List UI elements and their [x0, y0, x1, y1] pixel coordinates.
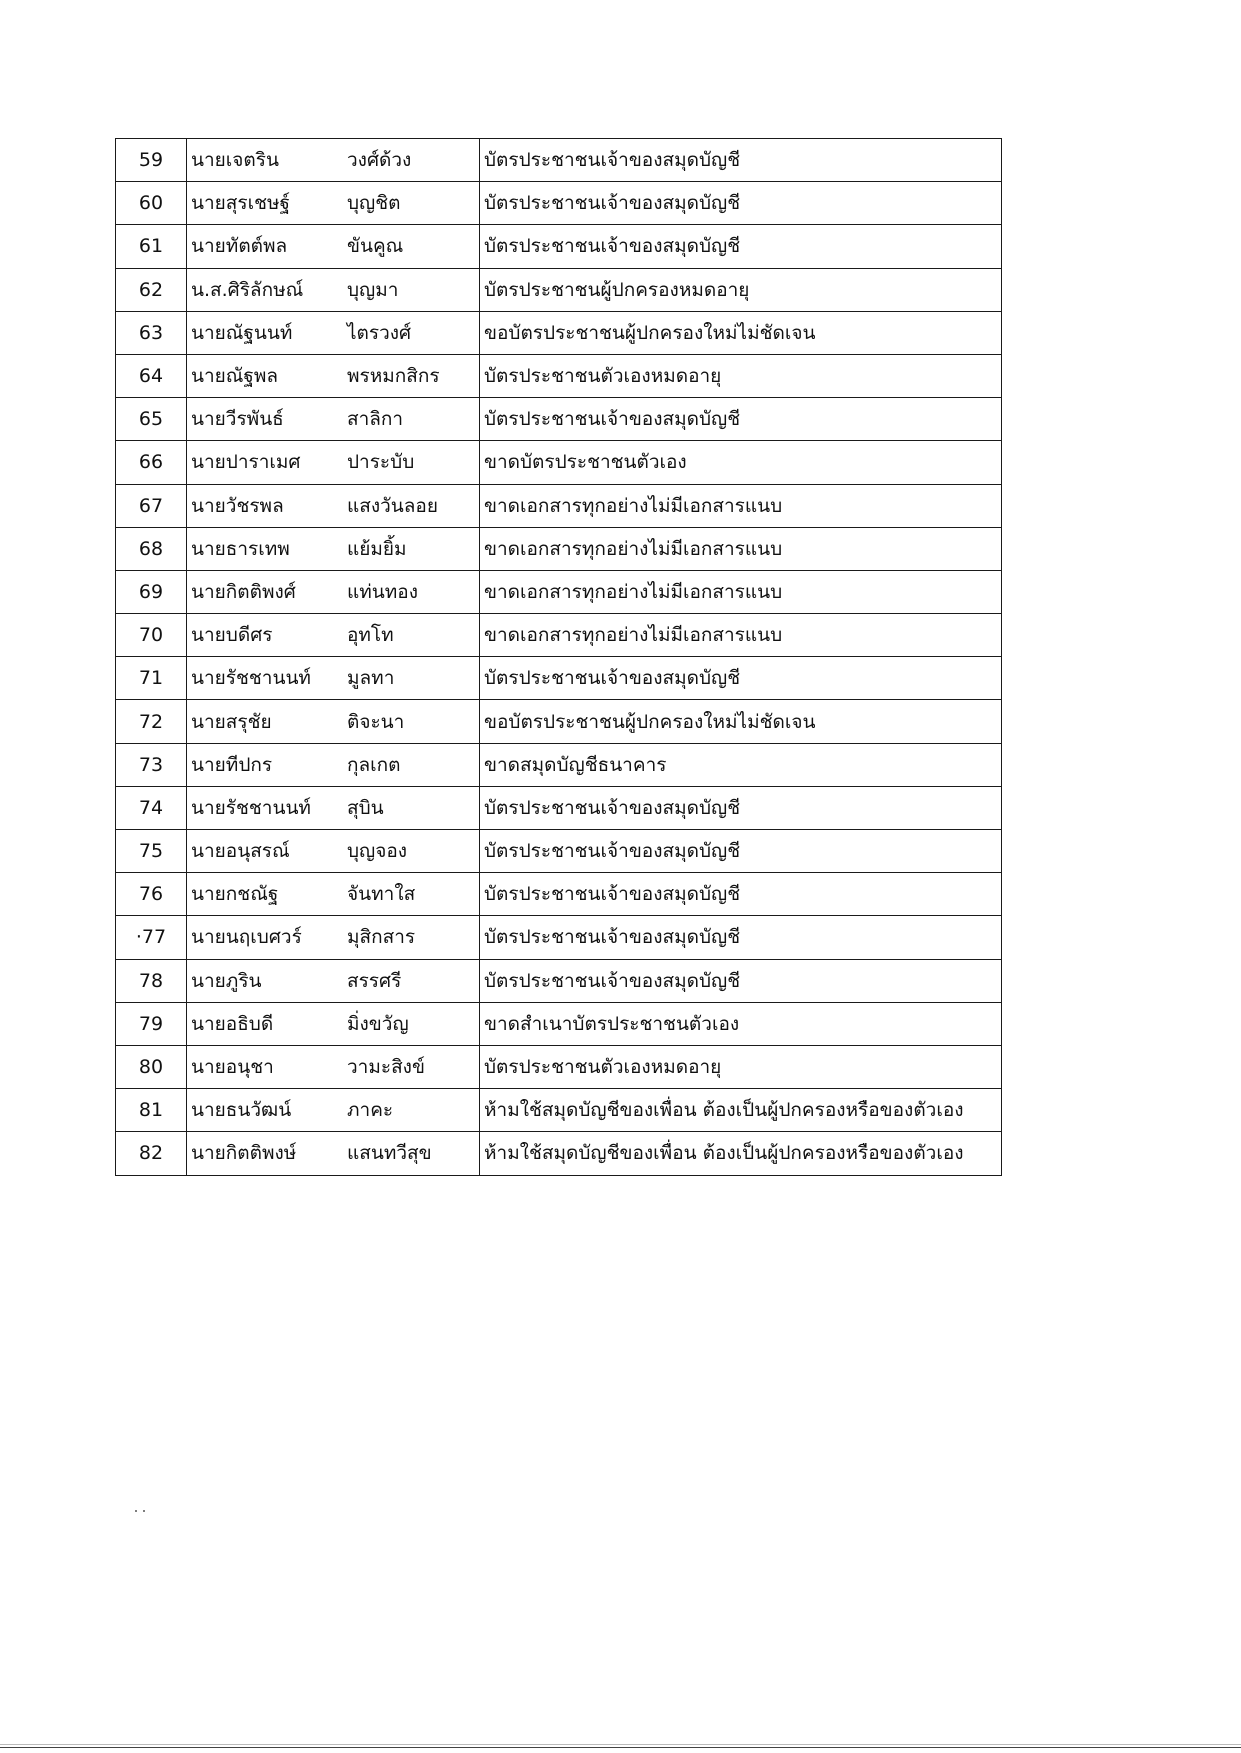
reason-cell: ห้ามใช้สมุดบัญชีของเพื่อน ต้องเป็นผู้ปกครองหรือของตัวเอง	[480, 1089, 1002, 1132]
row-number: 78	[116, 959, 187, 1002]
reason-cell: ขอบัตรประชาชนผู้ปกครองใหม่ไม่ชัดเจน	[480, 311, 1002, 354]
table-row	[116, 441, 1002, 484]
applicant-table	[115, 138, 1002, 1176]
reason-cell: บัตรประชาชนตัวเองหมดอายุ	[480, 354, 1002, 397]
row-number: 74	[116, 786, 187, 829]
first-name-cell: นายอนุชา	[187, 1045, 344, 1088]
surname-cell: วามะสิงข์	[343, 1045, 480, 1088]
surname-cell: พรหมกสิกร	[343, 354, 480, 397]
table-row	[116, 484, 1002, 527]
surname-cell: สุบิน	[343, 786, 480, 829]
first-name-cell: นายภูริน	[187, 959, 344, 1002]
reason-cell: ขาดเอกสารทุกอย่างไม่มีเอกสารแนบ	[480, 527, 1002, 570]
surname-cell: บุญมา	[343, 268, 480, 311]
table-row	[116, 1132, 1002, 1175]
surname-cell: จันทาใส	[343, 873, 480, 916]
table-row	[116, 182, 1002, 225]
row-number: 69	[116, 570, 187, 613]
table-row	[116, 657, 1002, 700]
surname-cell: มูลทา	[343, 657, 480, 700]
surname-cell: สาลิกา	[343, 398, 480, 441]
scan-edge-line	[0, 1747, 1241, 1748]
table-row	[116, 830, 1002, 873]
surname-cell: ขันคูณ	[343, 225, 480, 268]
first-name-cell: นายรัชชานนท์	[187, 657, 344, 700]
first-name-cell: นายทัตต์พล	[187, 225, 344, 268]
first-name-cell: น.ส.ศิริลักษณ์	[187, 268, 344, 311]
table-row	[116, 268, 1002, 311]
surname-cell: วงศ์ด้วง	[343, 139, 480, 182]
first-name-cell: นายธารเทพ	[187, 527, 344, 570]
row-number: 80	[116, 1045, 187, 1088]
row-number: 67	[116, 484, 187, 527]
table-row	[116, 354, 1002, 397]
row-number: 66	[116, 441, 187, 484]
reason-cell: บัตรประชาชนเจ้าของสมุดบัญชี	[480, 398, 1002, 441]
row-number: 71	[116, 657, 187, 700]
first-name-cell: นายกิตติพงศ์	[187, 570, 344, 613]
first-name-cell: นายวัชรพล	[187, 484, 344, 527]
table-row	[116, 527, 1002, 570]
surname-cell: แท่นทอง	[343, 570, 480, 613]
first-name-cell: นายธนวัฒน์	[187, 1089, 344, 1132]
surname-cell: อุทโท	[343, 614, 480, 657]
table-row	[116, 311, 1002, 354]
table-row	[116, 570, 1002, 613]
reason-cell: บัตรประชาชนเจ้าของสมุดบัญชี	[480, 830, 1002, 873]
row-number: 76	[116, 873, 187, 916]
table-row	[116, 916, 1002, 959]
reason-cell: บัตรประชาชนเจ้าของสมุดบัญชี	[480, 139, 1002, 182]
first-name-cell: นายนฤเบศวร์	[187, 916, 344, 959]
reason-cell: ขาดเอกสารทุกอย่างไม่มีเอกสารแนบ	[480, 570, 1002, 613]
table-row	[116, 1045, 1002, 1088]
row-number: ·77	[116, 916, 187, 959]
table-row	[116, 1002, 1002, 1045]
reason-cell: บัตรประชาชนเจ้าของสมุดบัญชี	[480, 657, 1002, 700]
table-row	[116, 614, 1002, 657]
scan-speck	[143, 1510, 145, 1512]
reason-cell: บัตรประชาชนเจ้าของสมุดบัญชี	[480, 916, 1002, 959]
table-body	[116, 139, 1002, 1176]
surname-cell: ภาคะ	[343, 1089, 480, 1132]
row-number: 73	[116, 743, 187, 786]
first-name-cell: นายกชณัฐ	[187, 873, 344, 916]
first-name-cell: นายทีปกร	[187, 743, 344, 786]
reason-cell: ห้ามใช้สมุดบัญชีของเพื่อน ต้องเป็นผู้ปกครองหรือของตัวเอง	[480, 1132, 1002, 1175]
table-row	[116, 225, 1002, 268]
table-row	[116, 700, 1002, 743]
scan-speck	[135, 1510, 137, 1512]
reason-cell: บัตรประชาชนผู้ปกครองหมดอายุ	[480, 268, 1002, 311]
row-number: 70	[116, 614, 187, 657]
reason-cell: บัตรประชาชนเจ้าของสมุดบัญชี	[480, 182, 1002, 225]
row-number: 72	[116, 700, 187, 743]
surname-cell: แสงวันลอย	[343, 484, 480, 527]
reason-cell: บัตรประชาชนเจ้าของสมุดบัญชี	[480, 225, 1002, 268]
table-row	[116, 398, 1002, 441]
table-row	[116, 743, 1002, 786]
row-number: 64	[116, 354, 187, 397]
surname-cell: มุสิกสาร	[343, 916, 480, 959]
table-row	[116, 959, 1002, 1002]
first-name-cell: นายณัฐนนท์	[187, 311, 344, 354]
first-name-cell: นายรัชชานนท์	[187, 786, 344, 829]
surname-cell: กุลเกต	[343, 743, 480, 786]
reason-cell: บัตรประชาชนเจ้าของสมุดบัญชี	[480, 959, 1002, 1002]
first-name-cell: นายเจตริน	[187, 139, 344, 182]
row-number: 63	[116, 311, 187, 354]
table-row	[116, 786, 1002, 829]
row-number: 62	[116, 268, 187, 311]
reason-cell: บัตรประชาชนเจ้าของสมุดบัญชี	[480, 873, 1002, 916]
row-number: 59	[116, 139, 187, 182]
row-number: 65	[116, 398, 187, 441]
surname-cell: ปาระบับ	[343, 441, 480, 484]
reason-cell: ขอบัตรประชาชนผู้ปกครองใหม่ไม่ชัดเจน	[480, 700, 1002, 743]
first-name-cell: นายอนุสรณ์	[187, 830, 344, 873]
reason-cell: บัตรประชาชนเจ้าของสมุดบัญชี	[480, 786, 1002, 829]
first-name-cell: นายสุรเชษฐ์	[187, 182, 344, 225]
row-number: 82	[116, 1132, 187, 1175]
surname-cell: บุญจอง	[343, 830, 480, 873]
reason-cell: ขาดเอกสารทุกอย่างไม่มีเอกสารแนบ	[480, 484, 1002, 527]
scan-edge-line	[0, 1744, 1241, 1745]
first-name-cell: นายบดีศร	[187, 614, 344, 657]
row-number: 79	[116, 1002, 187, 1045]
first-name-cell: นายอธิบดี	[187, 1002, 344, 1045]
row-number: 68	[116, 527, 187, 570]
row-number: 61	[116, 225, 187, 268]
reason-cell: ขาดสำเนาบัตรประชาชนตัวเอง	[480, 1002, 1002, 1045]
reason-cell: ขาดสมุดบัญชีธนาคาร	[480, 743, 1002, 786]
table-row	[116, 139, 1002, 182]
row-number: 60	[116, 182, 187, 225]
first-name-cell: นายสรุชัย	[187, 700, 344, 743]
reason-cell: บัตรประชาชนตัวเองหมดอายุ	[480, 1045, 1002, 1088]
first-name-cell: นายณัฐพล	[187, 354, 344, 397]
surname-cell: บุญชิต	[343, 182, 480, 225]
surname-cell: แย้มยิ้ม	[343, 527, 480, 570]
surname-cell: ติจะนา	[343, 700, 480, 743]
row-number: 81	[116, 1089, 187, 1132]
surname-cell: มิ่งขวัญ	[343, 1002, 480, 1045]
row-number: 75	[116, 830, 187, 873]
reason-cell: ขาดบัตรประชาชนตัวเอง	[480, 441, 1002, 484]
surname-cell: สรรศรี	[343, 959, 480, 1002]
first-name-cell: นายกิตติพงษ์	[187, 1132, 344, 1175]
table-row	[116, 1089, 1002, 1132]
surname-cell: ไตรวงศ์	[343, 311, 480, 354]
first-name-cell: นายปาราเมศ	[187, 441, 344, 484]
first-name-cell: นายวีรพันธ์	[187, 398, 344, 441]
surname-cell: แสนทวีสุข	[343, 1132, 480, 1175]
reason-cell: ขาดเอกสารทุกอย่างไม่มีเอกสารแนบ	[480, 614, 1002, 657]
table-row	[116, 873, 1002, 916]
